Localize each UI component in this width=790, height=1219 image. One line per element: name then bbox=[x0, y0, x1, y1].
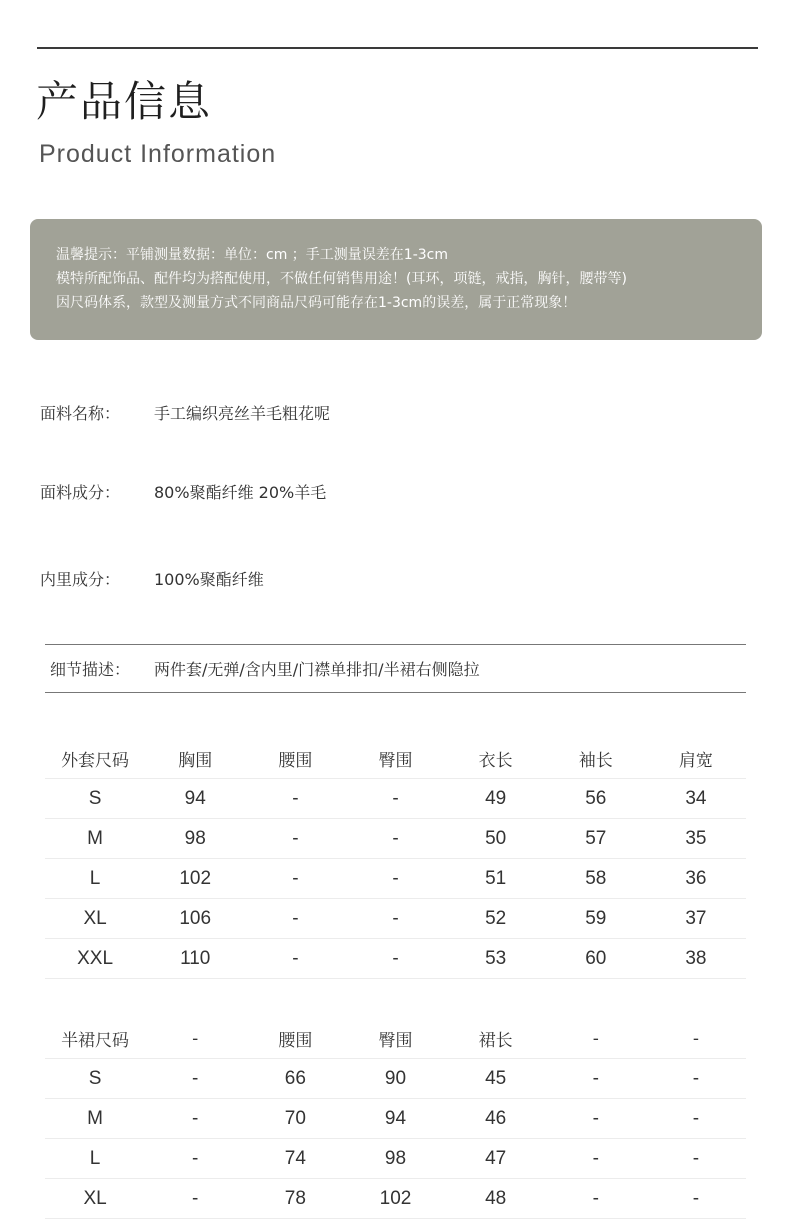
page-subtitle: Product Information bbox=[39, 140, 277, 168]
table-row bbox=[45, 779, 746, 819]
table-header-row bbox=[45, 739, 746, 779]
table-header-cell: 腰围 bbox=[245, 1019, 345, 1059]
table-header-cell: 胸围 bbox=[145, 739, 245, 779]
table-header-cell: 臀围 bbox=[345, 739, 445, 779]
table-row bbox=[45, 1179, 746, 1219]
fabric-name-row bbox=[40, 401, 330, 424]
table-row bbox=[45, 939, 746, 979]
table-row bbox=[45, 1059, 746, 1099]
table-cell: 50 bbox=[446, 819, 546, 859]
table-cell: S bbox=[45, 1059, 145, 1099]
fabric-name-label: 面料名称： bbox=[40, 404, 121, 423]
table-cell: XXL bbox=[45, 939, 145, 979]
table-cell: - bbox=[145, 1179, 245, 1219]
table-header-cell: 衣长 bbox=[446, 739, 546, 779]
top-divider bbox=[37, 47, 758, 49]
notice-line: 温馨提示：平铺测量数据：单位：cm ；手工测量误差在1-3cm bbox=[56, 247, 448, 263]
lining-composition-value: 100%聚酯纤维 bbox=[154, 570, 264, 589]
table-cell: 35 bbox=[646, 819, 746, 859]
jacket-size-table bbox=[45, 739, 746, 979]
table-cell: - bbox=[245, 899, 345, 939]
notice-line: 模特所配饰品、配件均为搭配使用，不做任何销售用途！(耳环，项链，戒指，胸针，腰带等) bbox=[56, 271, 627, 287]
table-cell: - bbox=[345, 939, 445, 979]
table-cell: M bbox=[45, 1099, 145, 1139]
table-row bbox=[45, 899, 746, 939]
table-cell: - bbox=[345, 859, 445, 899]
table-cell: - bbox=[145, 1139, 245, 1179]
table-cell: - bbox=[145, 1099, 245, 1139]
fabric-composition-value: 80%聚酯纤维 20%羊毛 bbox=[154, 483, 327, 502]
notice-box bbox=[30, 219, 762, 340]
table-cell: 66 bbox=[245, 1059, 345, 1099]
table-cell: 78 bbox=[245, 1179, 345, 1219]
table-cell: 110 bbox=[145, 939, 245, 979]
table-cell: 102 bbox=[145, 859, 245, 899]
table-cell: 49 bbox=[446, 779, 546, 819]
table-cell: 102 bbox=[345, 1179, 445, 1219]
table-cell: 60 bbox=[546, 939, 646, 979]
table-cell: 94 bbox=[345, 1099, 445, 1139]
table-cell: - bbox=[546, 1139, 646, 1179]
table-cell: 46 bbox=[446, 1099, 546, 1139]
fabric-composition-row bbox=[40, 480, 326, 503]
table-row bbox=[45, 819, 746, 859]
table-cell: 36 bbox=[646, 859, 746, 899]
table-header-cell: - bbox=[546, 1019, 646, 1059]
table-cell: XL bbox=[45, 899, 145, 939]
table-cell: 45 bbox=[446, 1059, 546, 1099]
table-cell: 98 bbox=[345, 1139, 445, 1179]
table-cell: - bbox=[245, 819, 345, 859]
table-cell: 70 bbox=[245, 1099, 345, 1139]
table-cell: S bbox=[45, 779, 145, 819]
table-header-cell: 肩宽 bbox=[646, 739, 746, 779]
detail-value: 两件套/无弹/含内里/门襟单排扣/半裙右侧隐拉 bbox=[154, 660, 480, 679]
table-cell: 56 bbox=[546, 779, 646, 819]
table-cell: M bbox=[45, 819, 145, 859]
detail-description bbox=[45, 644, 746, 693]
table-cell: - bbox=[546, 1179, 646, 1219]
table-cell: - bbox=[646, 1059, 746, 1099]
page-title: 产品信息 bbox=[36, 77, 213, 126]
table-header-cell: 臀围 bbox=[345, 1019, 445, 1059]
table-cell: 37 bbox=[646, 899, 746, 939]
table-header-row bbox=[45, 1019, 746, 1059]
table-cell: 74 bbox=[245, 1139, 345, 1179]
fabric-name-value: 手工编织亮丝羊毛粗花呢 bbox=[154, 404, 331, 423]
table-header-cell: 裙长 bbox=[446, 1019, 546, 1059]
notice-line: 因尺码体系，款型及测量方式不同商品尺码可能存在1-3cm的误差，属于正常现象！ bbox=[56, 295, 577, 311]
table-cell: 58 bbox=[546, 859, 646, 899]
table-header-cell: 袖长 bbox=[546, 739, 646, 779]
table-cell: - bbox=[345, 899, 445, 939]
table-cell: - bbox=[546, 1099, 646, 1139]
table-cell: 59 bbox=[546, 899, 646, 939]
table-cell: - bbox=[646, 1099, 746, 1139]
table-cell: 47 bbox=[446, 1139, 546, 1179]
table-cell: 106 bbox=[145, 899, 245, 939]
table-cell: - bbox=[646, 1179, 746, 1219]
fabric-composition-label: 面料成分： bbox=[40, 483, 121, 502]
table-cell: 51 bbox=[446, 859, 546, 899]
table-cell: 90 bbox=[345, 1059, 445, 1099]
table-cell: - bbox=[345, 819, 445, 859]
table-cell: 53 bbox=[446, 939, 546, 979]
table-header-cell: 外套尺码 bbox=[45, 739, 145, 779]
lining-composition-row bbox=[40, 567, 264, 590]
table-cell: - bbox=[646, 1139, 746, 1179]
table-row bbox=[45, 859, 746, 899]
table-cell: - bbox=[145, 1059, 245, 1099]
table-row bbox=[45, 1099, 746, 1139]
table-cell: - bbox=[245, 859, 345, 899]
table-cell: L bbox=[45, 859, 145, 899]
table-cell: 34 bbox=[646, 779, 746, 819]
table-cell: XL bbox=[45, 1179, 145, 1219]
detail-label: 细节描述： bbox=[50, 660, 131, 679]
table-cell: 52 bbox=[446, 899, 546, 939]
table-cell: 38 bbox=[646, 939, 746, 979]
table-cell: 98 bbox=[145, 819, 245, 859]
table-cell: - bbox=[245, 939, 345, 979]
table-cell: L bbox=[45, 1139, 145, 1179]
table-cell: 57 bbox=[546, 819, 646, 859]
table-cell: - bbox=[245, 779, 345, 819]
table-header-cell: 半裙尺码 bbox=[45, 1019, 145, 1059]
table-header-cell: - bbox=[646, 1019, 746, 1059]
table-cell: - bbox=[345, 779, 445, 819]
table-cell: 48 bbox=[446, 1179, 546, 1219]
table-cell: 94 bbox=[145, 779, 245, 819]
skirt-size-table bbox=[45, 1019, 746, 1219]
table-header-cell: 腰围 bbox=[245, 739, 345, 779]
table-row bbox=[45, 1139, 746, 1179]
table-cell: - bbox=[546, 1059, 646, 1099]
table-header-cell: - bbox=[145, 1019, 245, 1059]
lining-composition-label: 内里成分： bbox=[40, 570, 121, 589]
